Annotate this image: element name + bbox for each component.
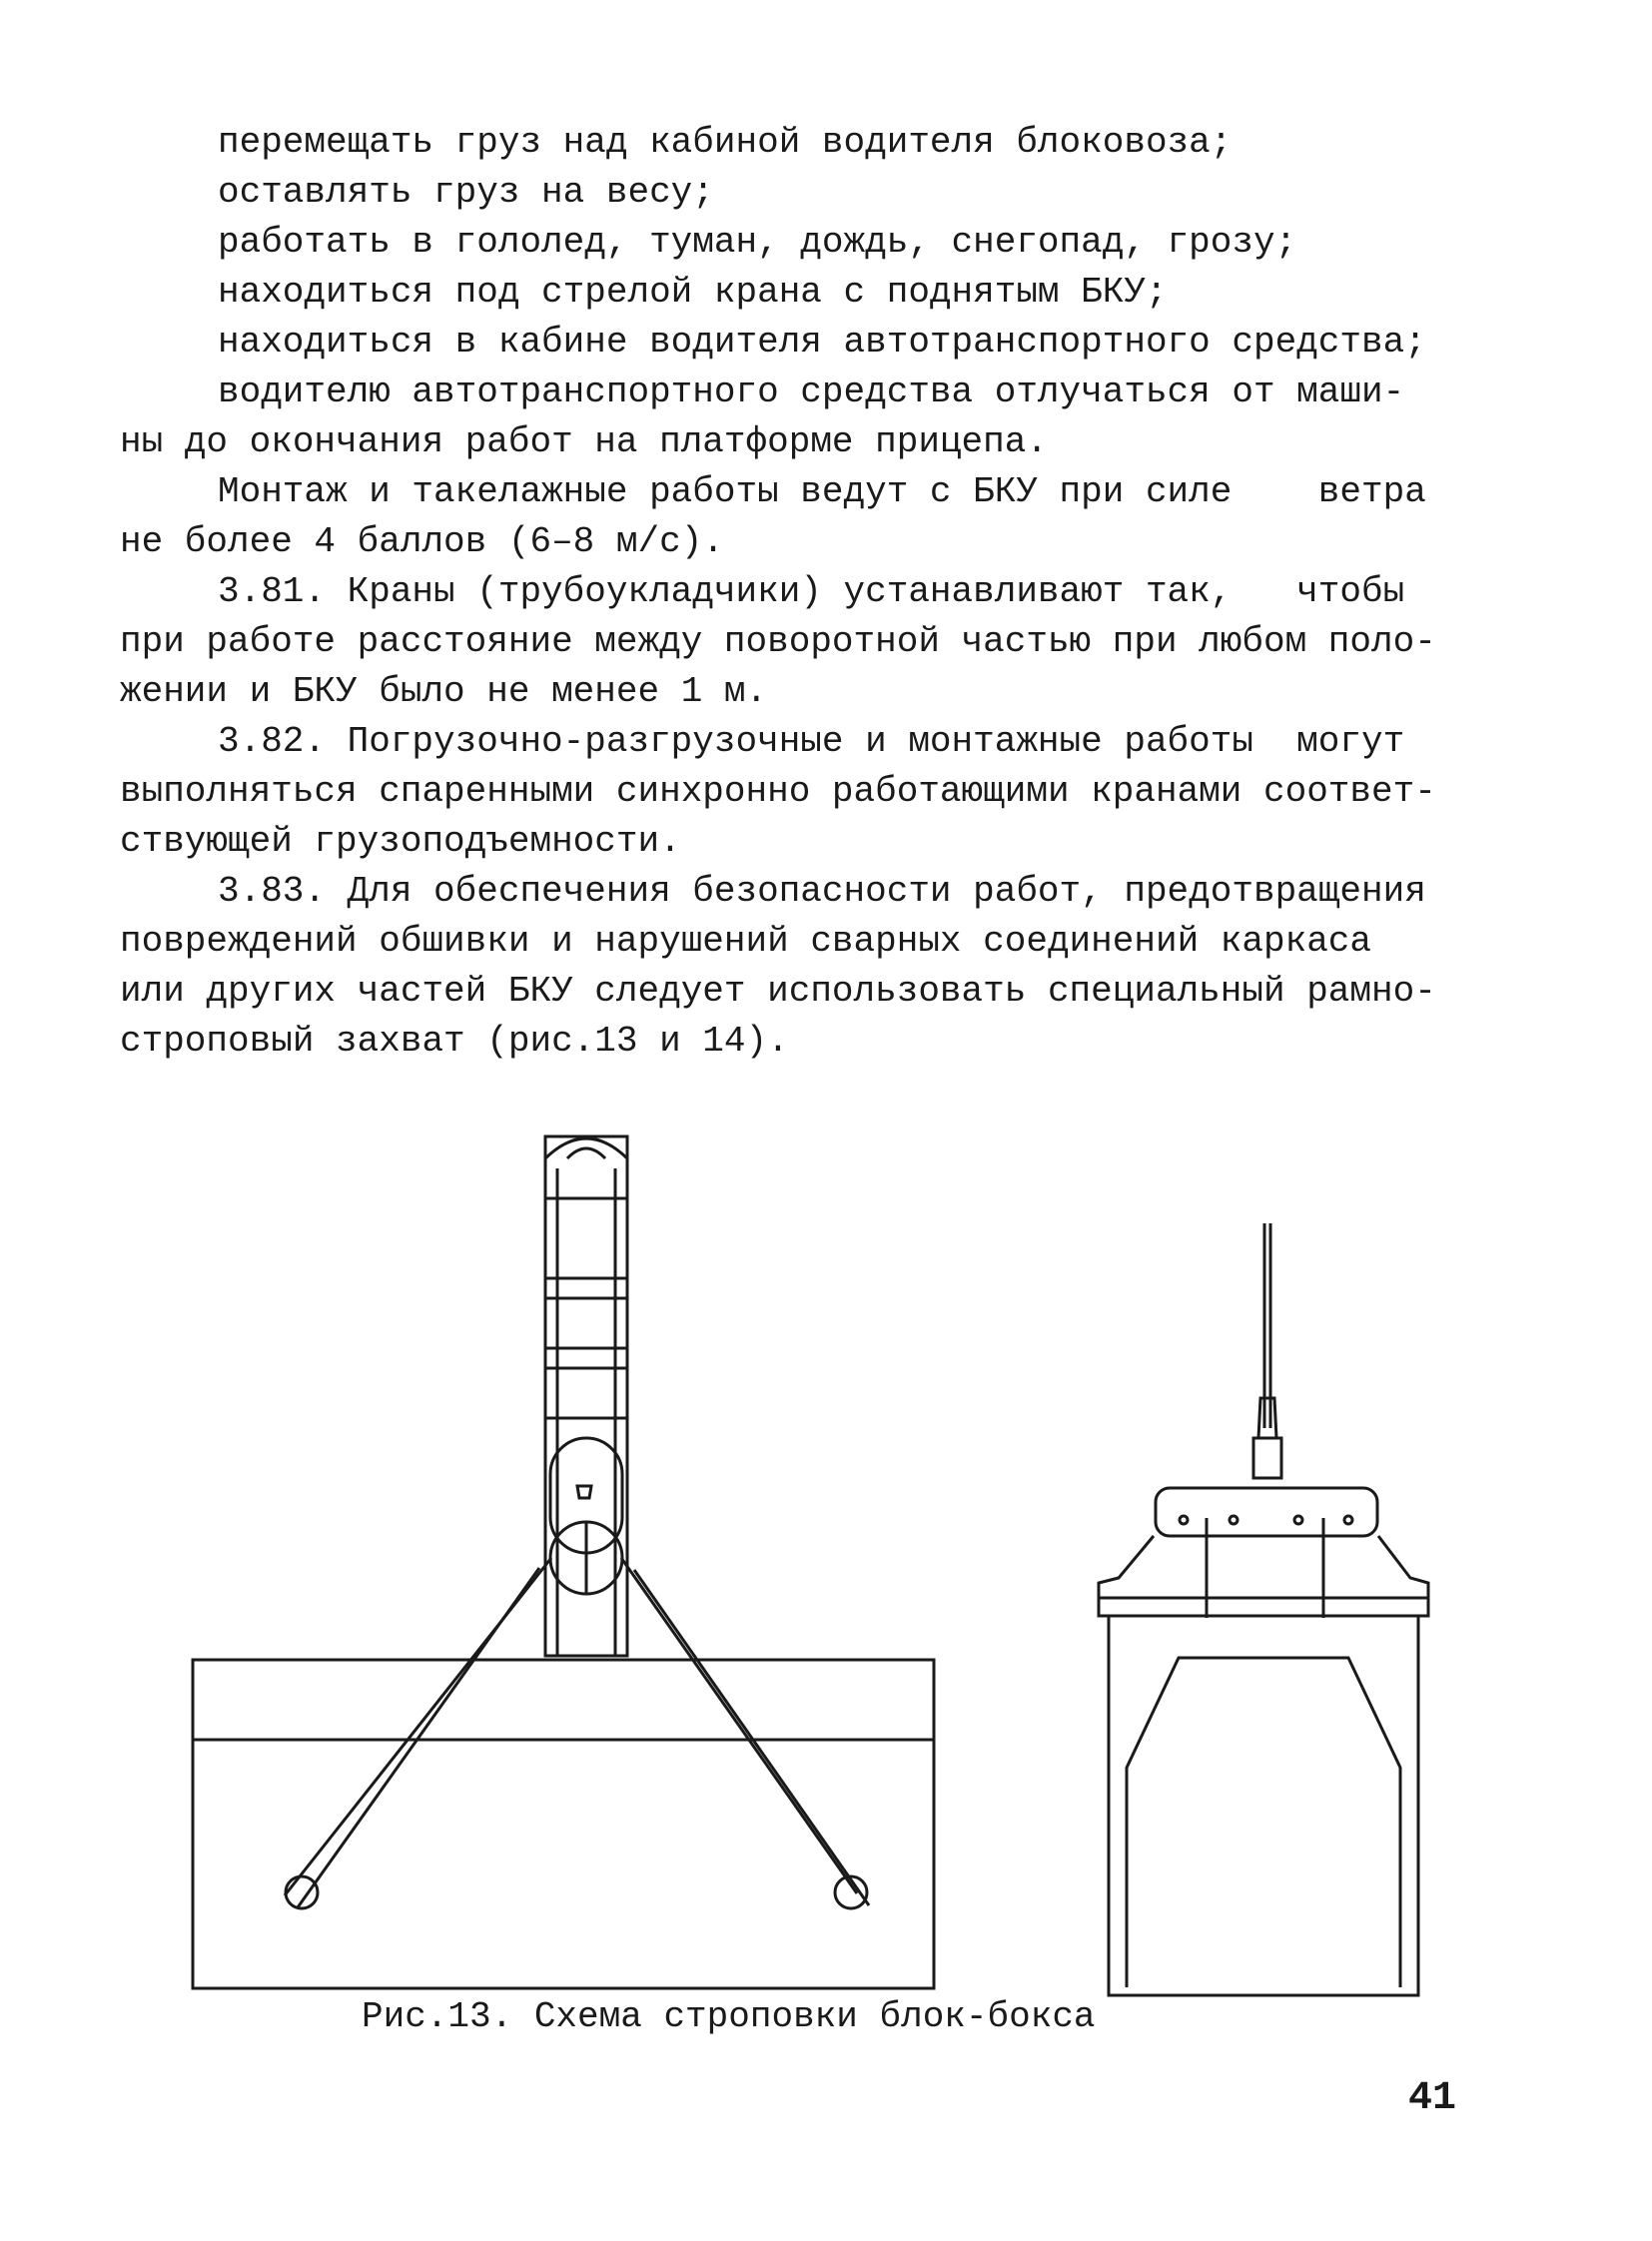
lifting-mast [545, 1136, 627, 1656]
list-item: находиться в кабине водителя автотранспортного средства; [218, 322, 1426, 363]
paragraph-3-82-line: 3.82. Погрузочно-разгрузочные и монтажные работы могут [218, 721, 1405, 762]
page-number: 41 [1408, 2076, 1457, 2121]
paragraph-3-83-line: или других частей БКУ следует использовать специальный рамно- [120, 971, 1436, 1012]
paragraph-3-82-line: ствующей грузоподъемности. [120, 821, 681, 862]
paragraph-3-83-line: 3.83. Для обеспечения безопасности работ, предотвращения [218, 871, 1426, 912]
paragraph-3-83-line: строповый захват (рис.13 и 14). [120, 1021, 789, 1062]
list-item-continuation: ны до окончания работ на платформе прицепа. [120, 421, 1048, 462]
block-box-front-view [1099, 1223, 1428, 1995]
list-item: находиться под стрелой крана с поднятым БКУ; [218, 272, 1168, 313]
slings [285, 1558, 869, 1908]
paragraph-3-82-line: выполняться спаренными синхронно работающими кранами соответ- [120, 771, 1436, 812]
paragraph-3-81-line: при работе расстояние между поворотной частью при любом поло- [120, 621, 1436, 662]
paragraph-wind-line: не более 4 баллов (6–8 м/с). [120, 521, 724, 562]
paragraph-3-81-line: 3.81. Краны (трубоукладчики) устанавливают так, чтобы [218, 571, 1405, 612]
figure-caption: Рис.13. Схема строповки блок-бокса [362, 1996, 1096, 2037]
list-item: оставлять груз на весу; [218, 172, 714, 213]
paragraph-wind-line: Монтаж и такелажные работы ведут с БКУ при силе ветра [218, 471, 1426, 512]
paragraph-3-81-line: жении и БКУ было не менее 1 м. [120, 671, 768, 712]
list-item: перемещать груз над кабиной водителя блоковоза; [218, 122, 1233, 163]
list-item: водителю автотранспортного средства отлучаться от маши- [218, 372, 1405, 412]
paragraph-3-83-line: повреждений обшивки и нарушений сварных соединений каркаса [120, 921, 1372, 962]
block-box-side-view [193, 1660, 934, 1988]
list-item: работать в гололед, туман, дождь, снегопад, грозу; [218, 222, 1297, 263]
